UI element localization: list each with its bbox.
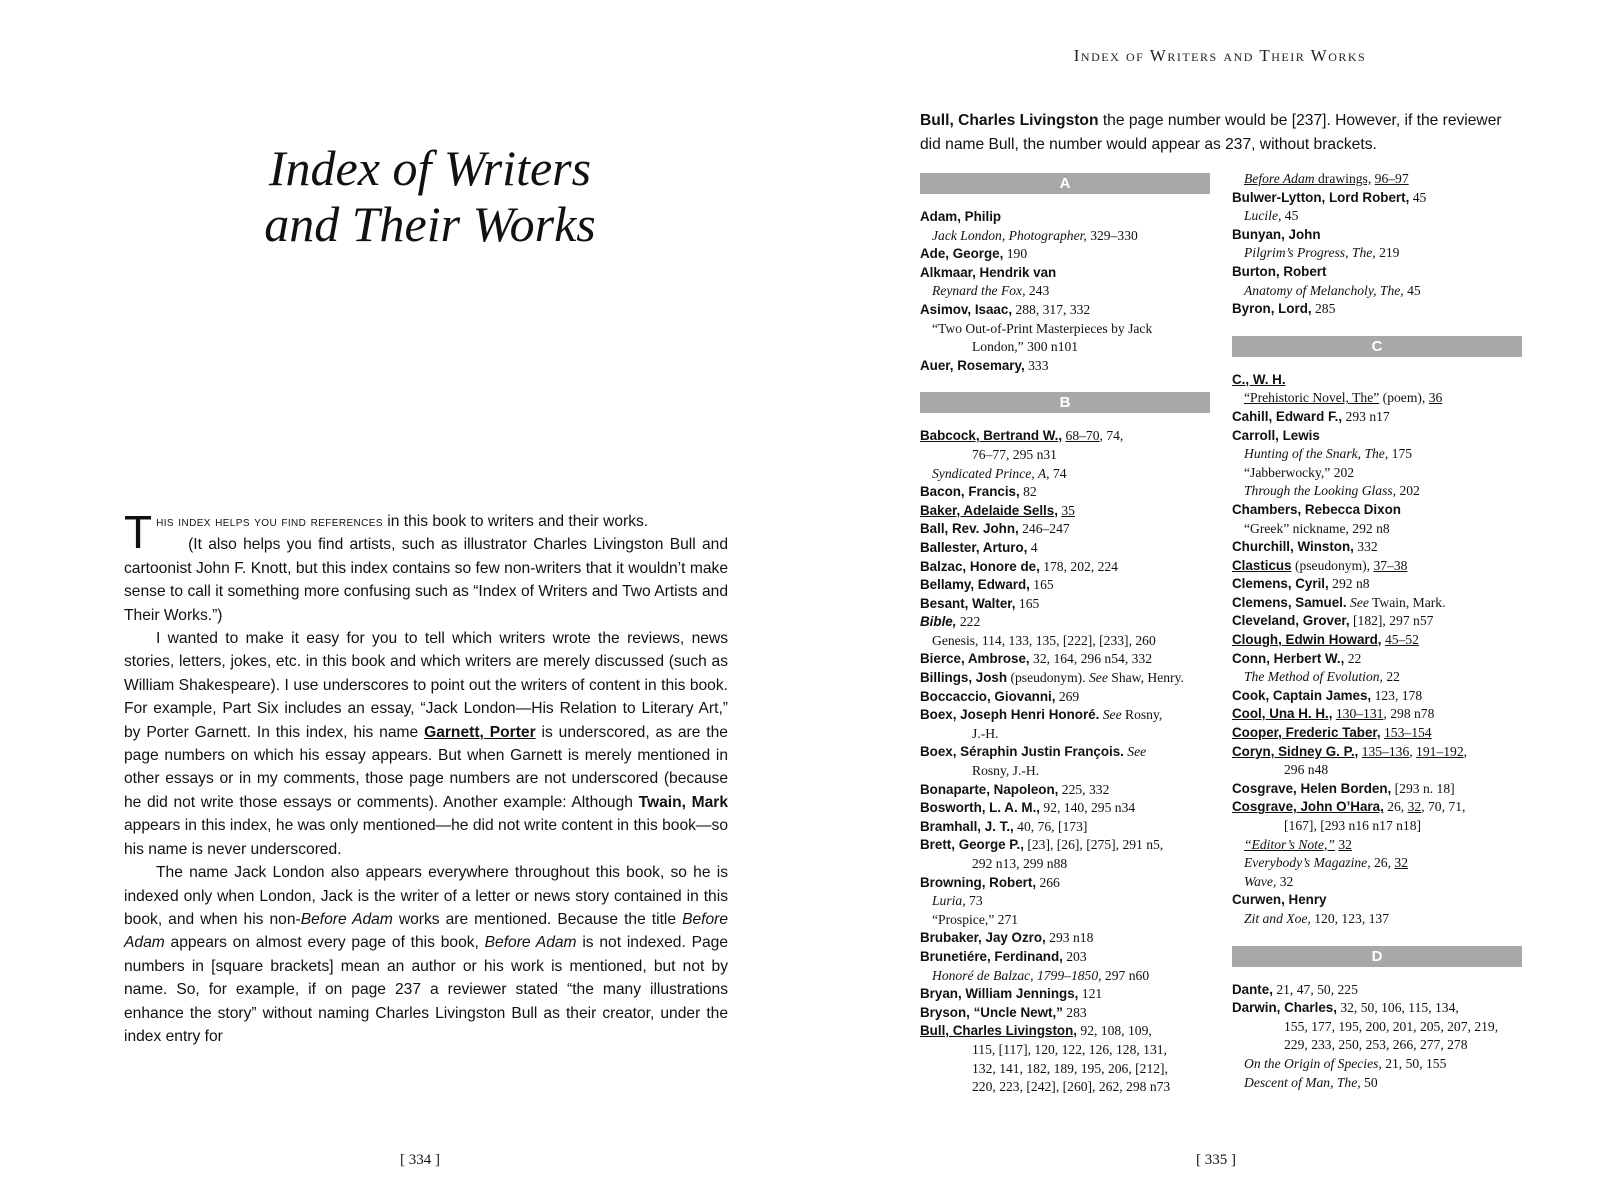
title-before-adam: Before Adam bbox=[300, 910, 393, 928]
index-work: On the Origin of Species, 21, 50, 155 bbox=[1244, 1055, 1447, 1071]
index-entry: Clemens, Samuel. See Twain, Mark. bbox=[1232, 594, 1446, 610]
index-entry: C., W. H. bbox=[1232, 371, 1286, 387]
index-continuation: 76–77, 295 n31 bbox=[972, 446, 1057, 462]
index-work: “Greek” nickname, 292 n8 bbox=[1244, 520, 1390, 536]
continued-body: the page number would be [237]. However, if the reviewer did name Bull, the number would appear as 237, without brackets. bbox=[920, 112, 1502, 153]
index-entry: Baker, Adelaide Sells, 35 bbox=[920, 502, 1075, 518]
index-work: “Jabberwocky,” 202 bbox=[1244, 464, 1355, 480]
intro-paragraph-1 bbox=[124, 506, 728, 558]
index-work: Lucile, 45 bbox=[1244, 208, 1299, 224]
index-continuation: 155, 177, 195, 200, 201, 205, 207, 219, bbox=[1284, 1018, 1499, 1034]
section-header-d: D bbox=[1232, 946, 1522, 967]
index-entry: Balzac, Honore de, 178, 202, 224 bbox=[920, 558, 1118, 574]
p4-text-d: is not indexed. Page numbers in [square brackets] mean an author or his work is mentioned, but not by name. So, for example, if on page 237 a reviewer stated “the many illustrations enhance the story” without naming Charles Livingston Bull as their creator, under the index entry for bbox=[124, 934, 728, 1045]
index-entry: Adam, Philip bbox=[920, 209, 1002, 224]
index-entry: Bull, Charles Livingston, 92, 108, 109, bbox=[920, 1023, 1152, 1039]
index-work: “Two Out-of-Print Masterpieces by Jack bbox=[932, 320, 1153, 336]
index-entry: Bonaparte, Napoleon, 225, 332 bbox=[920, 781, 1110, 797]
index-continuation: 229, 233, 250, 253, 266, 277, 278 bbox=[1284, 1037, 1468, 1053]
index-work: Hunting of the Snark, The, 175 bbox=[1244, 446, 1413, 462]
index-work: Before Adam drawings, 96–97 bbox=[1244, 171, 1409, 186]
index-entry: Bosworth, L. A. M., 92, 140, 295 n34 bbox=[920, 800, 1136, 816]
intro-p1-text: in this book to writers and their works. bbox=[382, 513, 649, 530]
index-work: Descent of Man, The, 50 bbox=[1244, 1074, 1378, 1090]
drop-cap: T bbox=[124, 506, 153, 558]
section-header-a: A bbox=[920, 173, 1210, 194]
index-entry: Cosgrave, John O’Hara, 26, 32, 70, 71, bbox=[1232, 799, 1466, 815]
index-continuation: J.-H. bbox=[972, 725, 999, 741]
index-entry: Bellamy, Edward, 165 bbox=[920, 577, 1054, 593]
index-work: Everybody’s Magazine, 26, 32 bbox=[1244, 855, 1408, 871]
index-entry: Billings, Josh (pseudonym). See Shaw, Henry. bbox=[920, 670, 1184, 686]
index-work: Pilgrim’s Progress, The, 219 bbox=[1244, 245, 1400, 261]
index-entry: Clasticus (pseudonym), 37–38 bbox=[1232, 557, 1408, 573]
index-entry: Carroll, Lewis bbox=[1232, 427, 1320, 443]
index-entry: Bible, 222 bbox=[920, 614, 981, 630]
index-entry: Cooper, Frederic Taber, 153–154 bbox=[1232, 725, 1432, 741]
index-entry: Bryan, William Jennings, 121 bbox=[920, 986, 1103, 1002]
index-entry: Boccaccio, Giovanni, 269 bbox=[920, 688, 1080, 704]
index-continuation: Rosny, J.-H. bbox=[972, 763, 1040, 779]
index-entry: Cool, Una H. H., 130–131, 298 n78 bbox=[1232, 706, 1435, 722]
index-entry: Alkmaar, Hendrik van bbox=[920, 264, 1057, 280]
title-line-1: Index of Writers bbox=[268, 140, 592, 196]
intro-paragraph-3 bbox=[124, 627, 728, 861]
index-entry: Darwin, Charles, 32, 50, 106, 115, 134, bbox=[1232, 1000, 1459, 1016]
index-work: Jack London, Photographer, 329–330 bbox=[932, 227, 1138, 243]
section-header-c: C bbox=[1232, 336, 1522, 357]
index-entry: Bulwer-Lytton, Lord Robert, 45 bbox=[1232, 189, 1427, 205]
index-work: Zit and Xoe, 120, 123, 137 bbox=[1244, 910, 1390, 926]
index-entry: Brunetiére, Ferdinand, 203 bbox=[920, 948, 1087, 964]
index-entry: Ade, George, 190 bbox=[920, 246, 1028, 262]
index-work: Wave, 32 bbox=[1244, 873, 1294, 889]
index-entry: Boex, Joseph Henri Honoré. See Rosny, bbox=[920, 707, 1163, 723]
intro-paragraph-4 bbox=[124, 861, 728, 1048]
index-entry: Cahill, Edward F., 293 n17 bbox=[1232, 408, 1390, 424]
index-entry: Clough, Edwin Howard, 45–52 bbox=[1232, 632, 1419, 648]
index-entry: Ballester, Arturo, 4 bbox=[920, 539, 1038, 555]
index-entry: Clemens, Cyril, 292 n8 bbox=[1232, 576, 1370, 592]
bull-name: Bull, Charles Livingston bbox=[920, 112, 1099, 129]
index-entry: Byron, Lord, 285 bbox=[1232, 301, 1336, 317]
index-entry: Conn, Herbert W., 22 bbox=[1232, 650, 1362, 666]
index-entry: Bacon, Francis, 82 bbox=[920, 484, 1037, 500]
index-entry: Boex, Séraphin Justin François. See bbox=[920, 744, 1147, 760]
index-work: Reynard the Fox, 243 bbox=[932, 283, 1050, 299]
p4-text-a: The name Jack London also appears everywhere throughout this book, so he is indexed only when London, Jack is the writer of a letter or news story contained in this book, and when his non- bbox=[124, 864, 728, 928]
p3-text-b: is underscored, as are the page numbers on which his essay appears. But when Garnett is merely mentioned in other essays or in my comments, those page numbers are not underscored (because he did not write those essays or comments). Another example: Although bbox=[124, 723, 728, 811]
page-number-left: [ 334 ] bbox=[400, 1152, 440, 1168]
example-name-twain: Twain, Mark bbox=[638, 793, 728, 811]
index-work: The Method of Evolution, 22 bbox=[1244, 669, 1400, 685]
index-entry: Ball, Rev. John, 246–247 bbox=[920, 521, 1070, 537]
index-work: Honoré de Balzac, 1799–1850, 297 n60 bbox=[932, 967, 1150, 983]
index-work: Syndicated Prince, A, 74 bbox=[932, 465, 1067, 481]
index-continuation: London,” 300 n101 bbox=[972, 339, 1079, 355]
index-entry: Chambers, Rebecca Dixon bbox=[1232, 501, 1401, 517]
title-line-2: and Their Works bbox=[264, 196, 596, 252]
index-entry: Asimov, Isaac, 288, 317, 332 bbox=[920, 301, 1091, 317]
p4-text-b: works are mentioned. Because the title bbox=[392, 910, 683, 928]
small-caps-lead: his index helps you find references bbox=[156, 513, 383, 529]
index-entry: Curwen, Henry bbox=[1232, 892, 1327, 908]
index-entry: Bryson, “Uncle Newt,” 283 bbox=[920, 1004, 1087, 1020]
index-work: Genesis, 114, 133, 135, [222], [233], 260 bbox=[932, 632, 1156, 648]
index-work: Anatomy of Melancholy, The, 45 bbox=[1244, 282, 1421, 298]
index-entry: Auer, Rosemary, 333 bbox=[920, 357, 1049, 373]
section-header-b: B bbox=[920, 392, 1210, 413]
p3-text-a: I wanted to make it easy for you to tell which writers wrote the reviews, news stories, letters, jokes, etc. in this book and which writers are merely discussed (such as William Shakespeare). I use underscores to point out the writers of content in this book. For example, Part Six includes an essay, “Jack London—His Relation to Literary Art,” by Porter Garnett. In this index, his name bbox=[124, 630, 728, 741]
index-work: Through the Looking Glass, 202 bbox=[1244, 483, 1420, 499]
index-continuation: [167], [293 n16 n17 n18] bbox=[1284, 818, 1422, 833]
index-entry: Brett, George P., [23], [26], [275], 291 n5, bbox=[920, 837, 1164, 853]
index-entry: Browning, Robert, 266 bbox=[920, 874, 1060, 890]
index-continuation: 132, 141, 182, 189, 195, 206, [212], bbox=[972, 1060, 1168, 1076]
index-entry: Bunyan, John bbox=[1232, 226, 1321, 242]
page-title bbox=[200, 140, 660, 252]
index-work: “Editor’s Note,” 32 bbox=[1244, 836, 1352, 852]
title-before-adam: Before Adam bbox=[484, 934, 577, 952]
index-column-1 bbox=[920, 170, 1210, 1097]
index-entry: Besant, Walter, 165 bbox=[920, 595, 1040, 611]
index-entry: Bierce, Ambrose, 32, 164, 296 n54, 332 bbox=[920, 651, 1152, 667]
page-number-right: [ 335 ] bbox=[1196, 1152, 1236, 1168]
title-before-adam: Before Adam bbox=[124, 910, 729, 952]
index-entry: Bramhall, J. T., 40, 76, [173] bbox=[920, 818, 1088, 834]
index-entry: Burton, Robert bbox=[1232, 263, 1327, 279]
index-entry: Brubaker, Jay Ozro, 293 n18 bbox=[920, 930, 1094, 946]
index-column-2 bbox=[1232, 170, 1522, 1092]
running-head: Index of Writers and Their Works bbox=[1073, 46, 1367, 65]
index-entry: Cleveland, Grover, [182], 297 n57 bbox=[1232, 613, 1434, 629]
index-work: Luria, 73 bbox=[932, 893, 983, 909]
index-entry: Babcock, Bertrand W., 68–70, 74, bbox=[920, 428, 1124, 444]
index-continuation: 220, 223, [242], [260], 262, 298 n73 bbox=[972, 1079, 1171, 1095]
p4-text-c: appears on almost every page of this book, bbox=[164, 934, 485, 952]
example-name-garnett: Garnett, Porter bbox=[424, 723, 536, 741]
index-entry: Dante, 21, 47, 50, 225 bbox=[1232, 981, 1358, 997]
index-work: “Prehistoric Novel, The” (poem), 36 bbox=[1244, 390, 1443, 406]
intro-paragraph-2: (It also helps you find artists, such as illustrator Charles Livingston Bull and cartoonist John F. Knott, but this index contains so few non-writers that it wouldn’t make sense to call it something more confusing such as “Index of Writers and Two Artists and Their Works.”) bbox=[124, 536, 728, 624]
index-entry: Cook, Captain James, 123, 178 bbox=[1232, 687, 1423, 703]
index-work: “Prospice,” 271 bbox=[932, 911, 1019, 927]
index-entry: Coryn, Sidney G. P., 135–136, 191–192, bbox=[1232, 743, 1468, 759]
index-continuation: 292 n13, 299 n88 bbox=[972, 856, 1068, 871]
index-entry: Churchill, Winston, 332 bbox=[1232, 539, 1378, 555]
index-continuation: 296 n48 bbox=[1284, 762, 1329, 778]
p3-text-c: appears in this index, he was only mentioned—he did not write content in this book—so his name is never underscored. bbox=[124, 817, 728, 858]
continued-text bbox=[920, 109, 1522, 156]
intro-text bbox=[124, 506, 729, 1048]
index-entry: Cosgrave, Helen Borden, [293 n. 18] bbox=[1232, 780, 1455, 796]
index-continuation: 115, [117], 120, 122, 126, 128, 131, bbox=[972, 1041, 1167, 1057]
